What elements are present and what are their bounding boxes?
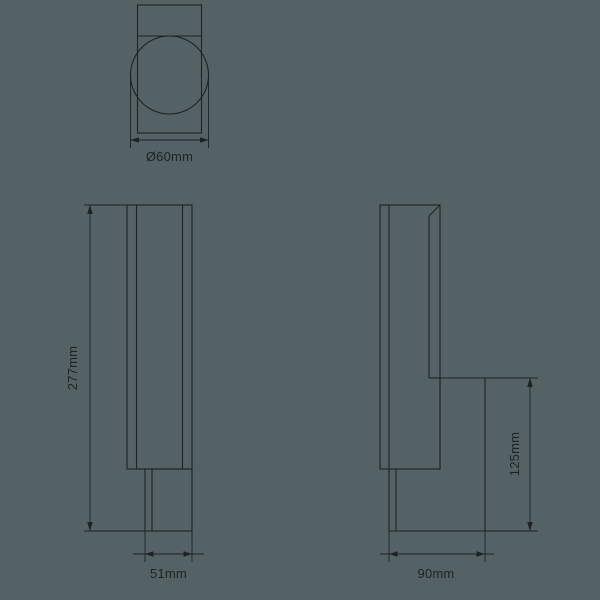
label-height-277: 277mm xyxy=(65,345,80,391)
dimension-depth-90 xyxy=(380,531,494,562)
label-height-125: 125mm xyxy=(507,431,522,477)
arrow-left-icon xyxy=(145,551,154,557)
top-view-circle xyxy=(131,36,209,114)
label-width-51: 51mm xyxy=(150,566,187,581)
arrow-top-icon xyxy=(527,378,533,387)
dimension-diameter-60 xyxy=(131,75,209,148)
side-view-top-angle-1 xyxy=(429,205,440,216)
dimension-height-277 xyxy=(84,205,145,531)
label-diameter-60: Ø60mm xyxy=(145,149,194,164)
arrow-bottom-icon xyxy=(527,522,533,531)
top-view-group xyxy=(131,5,209,133)
arrow-right-icon xyxy=(184,551,193,557)
arrow-left-icon xyxy=(131,137,140,143)
arrow-right-icon xyxy=(477,551,486,557)
dimension-width-51 xyxy=(133,531,204,562)
arrow-left-icon xyxy=(389,551,398,557)
label-depth-90: 90mm xyxy=(417,566,455,581)
side-view-group xyxy=(380,205,485,531)
arrow-bottom-icon xyxy=(87,522,93,531)
arrow-right-icon xyxy=(200,137,209,143)
front-view-group xyxy=(127,205,192,531)
side-view-head xyxy=(389,378,485,531)
arrow-top-icon xyxy=(87,205,93,214)
